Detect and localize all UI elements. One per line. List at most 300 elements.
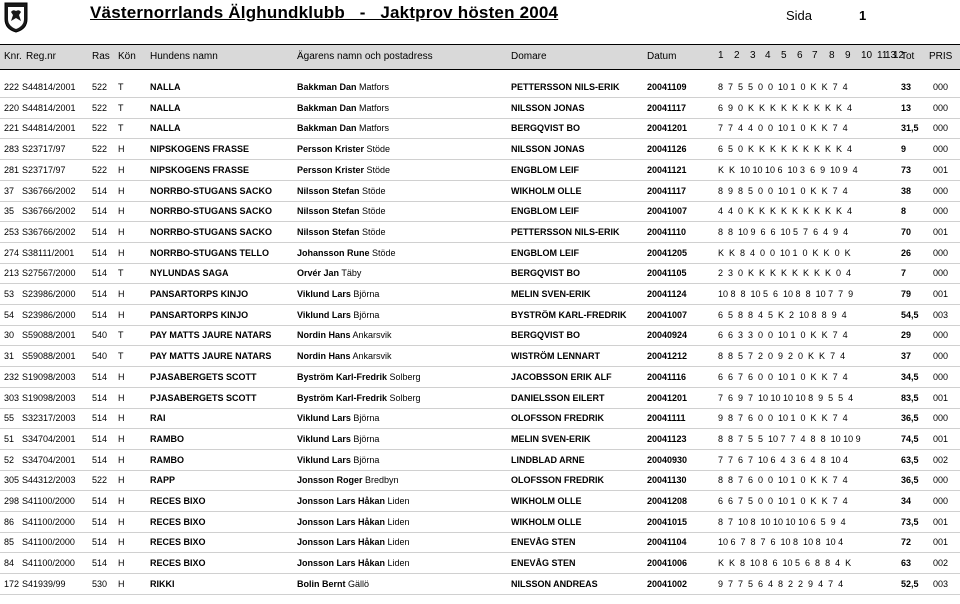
row-agare-namn: Nilsson Stefan — [297, 206, 360, 217]
row-agare — [297, 186, 386, 196]
table-row — [0, 367, 960, 388]
row-regnr: S36766/2002 — [22, 206, 76, 217]
row-pris: 001 — [933, 164, 949, 175]
row-scores: 2 3 0 K K K K K K K K 0 4 — [718, 268, 852, 279]
row-regnr: S41100/2000 — [22, 516, 75, 527]
row-domare: ENGBLOM LEIF — [511, 164, 579, 175]
row-datum: 20041006 — [647, 558, 688, 569]
row-hund: RECES BIXO — [150, 537, 206, 548]
table-row — [0, 532, 960, 553]
row-ras: 540 — [92, 330, 108, 341]
col-regnr: Reg.nr — [26, 51, 57, 62]
row-domare: OLOFSSON FREDRIK — [511, 475, 605, 486]
row-agare-namn: Jonsson Lars Håkan — [297, 558, 386, 569]
row-domare: ENEVÅG STEN — [511, 537, 576, 548]
row-kon: H — [118, 206, 125, 217]
row-knr: 221 — [4, 123, 20, 134]
row-agare — [297, 330, 392, 340]
table-row — [0, 574, 960, 595]
row-regnr: S36766/2002 — [22, 185, 76, 196]
row-agare — [297, 455, 379, 465]
row-kon: H — [118, 164, 125, 175]
row-tot: 38 — [901, 185, 912, 196]
row-agare-ort: Stöde — [359, 206, 386, 217]
row-domare: NILSSON JONAS — [511, 102, 585, 113]
row-kon: H — [118, 289, 125, 299]
row-knr: 303 — [4, 392, 20, 403]
row-domare: WISTRÖM LENNART — [511, 351, 600, 362]
row-agare-ort: Björna — [350, 289, 380, 299]
table-row — [0, 139, 960, 160]
row-agare-ort: Täby — [339, 268, 362, 279]
row-agare-namn: Bakkman Dan — [297, 102, 357, 113]
row-ras: 522 — [92, 123, 108, 134]
row-scores: 6 9 0 K K K K K K K K K 4 — [718, 102, 853, 113]
row-domare: ENGBLOM LEIF — [511, 206, 579, 217]
row-datum: 20041205 — [647, 247, 688, 258]
row-knr: 232 — [4, 371, 20, 382]
row-agare — [297, 537, 410, 547]
row-agare-ort: Stöde — [364, 164, 391, 175]
row-hund: PANSARTORPS KINJO — [150, 309, 249, 320]
row-agare-ort: Ankarsvik — [350, 330, 392, 341]
row-agare-ort: Liden — [385, 516, 410, 527]
row-hund: NIPSKOGENS FRASSE — [150, 144, 250, 155]
row-tot: 7 — [901, 268, 907, 279]
row-hund: PAY MATTS JAURE NATARS — [150, 330, 272, 341]
table-row — [0, 181, 960, 202]
row-agare-namn: Nordin Hans — [297, 330, 351, 341]
row-datum: 20041110 — [647, 226, 687, 237]
row-agare — [297, 558, 410, 568]
row-knr: 220 — [4, 102, 20, 113]
col-moment-12: 12 — [893, 50, 905, 61]
row-kon: H — [118, 185, 125, 196]
row-ras: 514 — [92, 247, 108, 258]
row-domare: PETTERSSON NILS-ERIK — [511, 226, 620, 237]
row-domare: JACOBSSON ERIK ALF — [511, 371, 612, 382]
row-datum: 20041117 — [647, 185, 687, 196]
table-row — [0, 284, 960, 305]
row-agare-namn: Bakkman Dan — [297, 123, 357, 134]
row-tot: 34,5 — [901, 371, 919, 382]
row-ras: 522 — [92, 82, 108, 92]
row-tot: 13 — [901, 102, 912, 113]
row-hund: PAY MATTS JAURE NATARS — [150, 351, 272, 362]
row-kon: H — [118, 309, 125, 320]
row-tot: 79 — [901, 289, 912, 299]
col-moment-10: 10 — [861, 50, 873, 61]
row-pris: 002 — [933, 454, 949, 465]
row-knr: 283 — [4, 144, 20, 155]
row-agare-ort: Matfors — [356, 102, 390, 113]
row-kon: H — [118, 454, 125, 465]
row-hund: RAMBO — [150, 433, 184, 444]
row-regnr: S59088/2001 — [22, 351, 76, 362]
row-knr: 35 — [4, 206, 15, 217]
row-tot: 54,5 — [901, 309, 919, 320]
row-agare — [297, 496, 410, 506]
row-agare-ort: Matfors — [356, 123, 390, 134]
row-agare-namn: Viklund Lars — [297, 454, 351, 465]
row-hund: NORRBO-STUGANS SACKO — [150, 206, 273, 217]
row-knr: 222 — [4, 82, 20, 92]
row-hund: RECES BIXO — [150, 496, 206, 506]
row-hund: RIKKI — [150, 578, 175, 589]
row-scores: 8 8 10 9 6 6 10 5 7 6 4 9 4 — [718, 226, 849, 237]
row-ras: 514 — [92, 268, 108, 279]
row-pris: 000 — [933, 371, 949, 382]
col-moment-3: 3 — [750, 50, 756, 61]
row-agare-namn: Jonsson Lars Håkan — [297, 496, 386, 506]
row-tot: 63 — [901, 558, 912, 569]
col-moment-1: 1 — [718, 50, 724, 61]
table-row — [0, 201, 960, 222]
row-kon: T — [118, 351, 124, 362]
row-pris: 003 — [933, 578, 949, 589]
row-hund: PJASABERGETS SCOTT — [150, 371, 257, 382]
row-agare — [297, 103, 389, 113]
row-domare: BERGQVIST BO — [511, 123, 581, 134]
row-agare-ort: Solberg — [387, 392, 421, 403]
row-domare: WIKHOLM OLLE — [511, 496, 582, 506]
row-datum: 20041105 — [647, 268, 687, 279]
row-knr: 305 — [4, 475, 20, 486]
row-scores: 9 7 7 5 6 4 8 2 2 9 4 7 4 — [718, 578, 844, 589]
row-kon: H — [118, 496, 125, 506]
row-kon: H — [118, 537, 125, 548]
table-row — [0, 263, 960, 284]
row-agare — [297, 579, 369, 589]
row-agare-namn: Viklund Lars — [297, 413, 351, 424]
row-ras: 514 — [92, 185, 108, 196]
row-ras: 514 — [92, 309, 108, 320]
row-agare-ort: Liden — [385, 496, 410, 506]
row-agare-namn: Persson Krister — [297, 144, 365, 155]
row-kon: H — [118, 433, 125, 444]
row-tot: 26 — [901, 247, 912, 258]
row-ras: 514 — [92, 413, 108, 424]
row-datum: 20041104 — [647, 537, 687, 548]
row-hund: NORRBO-STUGANS SACKO — [150, 226, 273, 237]
table-row — [0, 346, 960, 367]
row-agare — [297, 393, 421, 403]
row-agare-namn: Jonsson Roger — [297, 475, 363, 486]
table-row — [0, 118, 960, 139]
row-knr: 84 — [4, 558, 15, 569]
row-agare-namn: Viklund Lars — [297, 433, 351, 444]
row-agare-namn: Nilsson Stefan — [297, 226, 360, 237]
table-row — [0, 470, 960, 491]
row-datum: 20041208 — [647, 496, 688, 506]
row-regnr: S34704/2001 — [22, 454, 76, 465]
row-domare: LINDBLAD ARNE — [511, 454, 585, 465]
row-tot: 74,5 — [901, 433, 919, 444]
row-datum: 20041123 — [647, 433, 687, 444]
row-kon: H — [118, 392, 125, 403]
row-ras: 514 — [92, 558, 108, 569]
row-knr: 54 — [4, 309, 15, 320]
row-agare-ort: Stöde — [359, 226, 386, 237]
row-ras: 514 — [92, 371, 108, 382]
row-domare: WIKHOLM OLLE — [511, 516, 582, 527]
col-knr: Knr. — [4, 51, 22, 62]
row-regnr: S41939/99 — [22, 578, 66, 589]
row-domare: PETTERSSON NILS-ERIK — [511, 82, 620, 92]
row-kon: H — [118, 516, 125, 527]
page-label: Sida — [786, 8, 813, 23]
row-regnr: S23717/97 — [22, 164, 66, 175]
row-domare: OLOFSSON FREDRIK — [511, 413, 605, 424]
row-scores: K K 8 10 8 6 10 5 6 8 8 4 K — [718, 558, 852, 569]
row-regnr: S34704/2001 — [22, 433, 76, 444]
row-regnr: S23986/2000 — [22, 309, 76, 320]
row-datum: 20041130 — [647, 475, 687, 486]
row-agare-ort: Björna — [350, 309, 380, 320]
col-datum: Datum — [647, 51, 677, 62]
table-row — [0, 160, 960, 181]
row-knr: 30 — [4, 330, 15, 341]
row-agare-namn: Nilsson Stefan — [297, 185, 360, 196]
col-pris: PRIS — [929, 51, 953, 62]
row-datum: 20041201 — [647, 392, 688, 403]
row-scores: 8 8 7 6 0 0 10 1 0 K K 7 4 — [718, 475, 848, 486]
row-hund: RECES BIXO — [150, 558, 206, 569]
col-moment-9: 9 — [845, 50, 851, 61]
col-moment-2: 2 — [734, 50, 740, 61]
col-ras: Ras — [92, 51, 110, 62]
row-kon: T — [118, 102, 124, 113]
row-agare-namn: Nordin Hans — [297, 351, 351, 362]
row-regnr: S59088/2001 — [22, 330, 76, 341]
row-agare-ort: Stöde — [359, 185, 386, 196]
row-knr: 281 — [4, 164, 20, 175]
row-regnr: S44814/2001 — [22, 102, 76, 113]
row-ras: 514 — [92, 537, 108, 548]
row-kon: H — [118, 226, 125, 237]
table-row — [0, 408, 960, 429]
row-datum: 20041121 — [647, 164, 687, 175]
row-pris: 000 — [933, 185, 949, 196]
row-pris: 002 — [933, 558, 949, 569]
row-kon: H — [118, 578, 125, 589]
row-hund: RAPP — [150, 475, 176, 486]
row-datum: 20041212 — [647, 351, 688, 362]
row-pris: 001 — [933, 392, 949, 403]
row-agare-ort: Björna — [350, 413, 380, 424]
row-domare: NILSSON JONAS — [511, 144, 585, 155]
row-domare: MELIN SVEN-ERIK — [511, 289, 591, 299]
row-scores: K K 10 10 10 6 10 3 6 9 10 9 4 — [718, 164, 858, 175]
row-tot: 29 — [901, 330, 912, 341]
row-agare — [297, 82, 389, 92]
row-agare-namn: Viklund Lars — [297, 309, 351, 320]
row-tot: 36,5 — [901, 413, 919, 424]
row-agare — [297, 165, 390, 175]
row-tot: 83,5 — [901, 392, 919, 403]
row-agare — [297, 517, 410, 527]
row-datum: 20040930 — [647, 454, 688, 465]
row-scores: 9 8 7 6 0 0 10 1 0 K K 7 4 — [718, 413, 848, 424]
row-datum: 20041117 — [647, 102, 687, 113]
row-agare — [297, 248, 396, 258]
row-knr: 53 — [4, 289, 15, 299]
table-row — [0, 98, 960, 119]
row-pris: 000 — [933, 102, 949, 113]
row-domare: NILSSON ANDREAS — [511, 578, 598, 589]
row-ras: 514 — [92, 289, 108, 299]
row-kon: T — [118, 123, 124, 134]
row-knr: 52 — [4, 454, 15, 465]
row-ras: 522 — [92, 102, 108, 113]
row-pris: 003 — [933, 309, 949, 320]
row-datum: 20041124 — [647, 289, 687, 299]
row-pris: 000 — [933, 206, 949, 217]
row-regnr: S19098/2003 — [22, 392, 76, 403]
row-ras: 514 — [92, 226, 108, 237]
row-kon: H — [118, 413, 125, 424]
table-row — [0, 243, 960, 264]
row-agare-ort: Gällö — [345, 578, 370, 589]
row-agare-namn: Bolin Bernt — [297, 578, 346, 589]
row-scores: 6 6 3 3 0 0 10 1 0 K K 7 4 — [718, 330, 848, 341]
row-regnr: S44814/2001 — [22, 82, 76, 92]
row-agare — [297, 413, 379, 423]
row-domare: BERGQVIST BO — [511, 268, 581, 279]
row-tot: 36,5 — [901, 475, 919, 486]
table-row — [0, 450, 960, 471]
row-domare: MELIN SVEN-ERIK — [511, 433, 591, 444]
row-agare-namn: Byström Karl-Fredrik — [297, 371, 388, 382]
col-moment-11: 11 — [877, 50, 888, 61]
row-agare-namn: Orvér Jan — [297, 268, 340, 279]
row-ras: 514 — [92, 392, 108, 403]
row-regnr: S38111/2001 — [22, 247, 75, 258]
club-logo — [2, 1, 30, 33]
row-tot: 33 — [901, 82, 912, 92]
row-hund: NORRBO-STUGANS SACKO — [150, 185, 273, 196]
row-pris: 001 — [933, 289, 949, 299]
row-datum: 20041126 — [647, 144, 687, 155]
row-regnr: S41100/2000 — [22, 537, 75, 548]
row-tot: 72 — [901, 537, 912, 548]
row-domare: ENGBLOM LEIF — [511, 247, 579, 258]
row-tot: 63,5 — [901, 454, 919, 465]
row-pris: 000 — [933, 144, 949, 155]
row-scores: 8 7 5 5 0 0 10 1 0 K K 7 4 — [718, 82, 848, 92]
row-ras: 514 — [92, 496, 108, 506]
row-tot: 73 — [901, 164, 912, 175]
row-knr: 55 — [4, 413, 15, 424]
row-ras: 514 — [92, 516, 108, 527]
table-row — [0, 553, 960, 574]
row-regnr: S27567/2000 — [22, 268, 76, 279]
row-knr: 253 — [4, 226, 20, 237]
row-tot: 70 — [901, 226, 912, 237]
row-ras: 522 — [92, 144, 108, 155]
row-hund: PANSARTORPS KINJO — [150, 289, 249, 299]
row-knr: 31 — [4, 351, 15, 362]
row-agare-namn: Jonsson Lars Håkan — [297, 516, 386, 527]
row-pris: 000 — [933, 330, 949, 341]
row-scores: 6 6 7 6 0 0 10 1 0 K K 7 4 — [718, 371, 848, 382]
row-domare: BYSTRÖM KARL-FREDRIK — [511, 309, 627, 320]
row-knr: 172 — [4, 578, 20, 589]
row-tot: 52,5 — [901, 578, 919, 589]
row-agare — [297, 434, 379, 444]
row-agare-ort: Solberg — [387, 371, 421, 382]
row-agare-ort: Stöde — [364, 144, 391, 155]
row-regnr: S19098/2003 — [22, 371, 76, 382]
row-scores: 8 8 5 7 2 0 9 2 0 K K 7 4 — [718, 351, 846, 362]
row-ras: 530 — [92, 578, 108, 589]
row-knr: 51 — [4, 433, 15, 444]
col-tot: Tot — [901, 51, 915, 62]
row-pris: 001 — [933, 516, 949, 527]
row-agare-namn: Byström Karl-Fredrik — [297, 392, 388, 403]
row-agare — [297, 289, 379, 299]
row-datum: 20041116 — [647, 371, 687, 382]
row-ras: 514 — [92, 206, 108, 217]
row-agare-ort: Bredbyn — [362, 475, 399, 486]
row-agare — [297, 351, 392, 361]
row-agare — [297, 268, 361, 278]
row-scores: 7 6 9 7 10 10 10 10 8 9 5 5 4 — [718, 392, 854, 403]
row-kon: H — [118, 558, 125, 569]
row-agare-ort: Liden — [385, 558, 410, 569]
row-ras: 540 — [92, 351, 108, 362]
row-datum: 20041007 — [647, 206, 688, 217]
row-hund: NALLA — [150, 102, 181, 113]
col-domare: Domare — [511, 51, 547, 62]
row-regnr: S23986/2000 — [22, 289, 76, 299]
row-agare-ort: Ankarsvik — [350, 351, 392, 362]
row-kon: T — [118, 82, 124, 92]
row-knr: 85 — [4, 537, 15, 548]
row-regnr: S32317/2003 — [22, 413, 76, 424]
table-row — [0, 388, 960, 409]
row-pris: 000 — [933, 413, 949, 424]
row-scores: 8 9 8 5 0 0 10 1 0 K K 7 4 — [718, 185, 848, 196]
row-agare-ort: Björna — [350, 454, 380, 465]
row-knr: 86 — [4, 516, 15, 527]
row-kon: H — [118, 475, 125, 486]
row-datum: 20041002 — [647, 578, 688, 589]
col-hund: Hundens namn — [150, 51, 218, 62]
row-regnr: S44312/2003 — [22, 475, 76, 486]
row-kon: H — [118, 247, 125, 258]
row-scores: 7 7 4 4 0 0 10 1 0 K K 7 4 — [718, 123, 848, 134]
table-row — [0, 222, 960, 243]
row-scores: 10 6 7 8 7 6 10 8 10 8 10 4 — [718, 537, 844, 548]
row-ras: 514 — [92, 433, 108, 444]
row-hund: RECES BIXO — [150, 516, 206, 527]
row-pris: 001 — [933, 433, 949, 444]
row-kon: T — [118, 268, 124, 279]
row-pris: 000 — [933, 123, 949, 134]
row-agare-ort: Stöde — [369, 247, 396, 258]
row-datum: 20041015 — [647, 516, 688, 527]
row-domare: DANIELSSON EILERT — [511, 392, 605, 403]
row-scores: 6 5 0 K K K K K K K K K 4 — [718, 144, 853, 155]
row-regnr: S41100/2000 — [22, 496, 75, 506]
row-datum: 20041201 — [647, 123, 688, 134]
row-agare-namn: Bakkman Dan — [297, 82, 357, 92]
row-scores: K K 8 4 0 0 10 1 0 K K 0 K — [718, 247, 851, 258]
row-knr: 37 — [4, 185, 15, 196]
row-hund: NIPSKOGENS FRASSE — [150, 164, 250, 175]
row-datum: 20041111 — [647, 413, 686, 424]
